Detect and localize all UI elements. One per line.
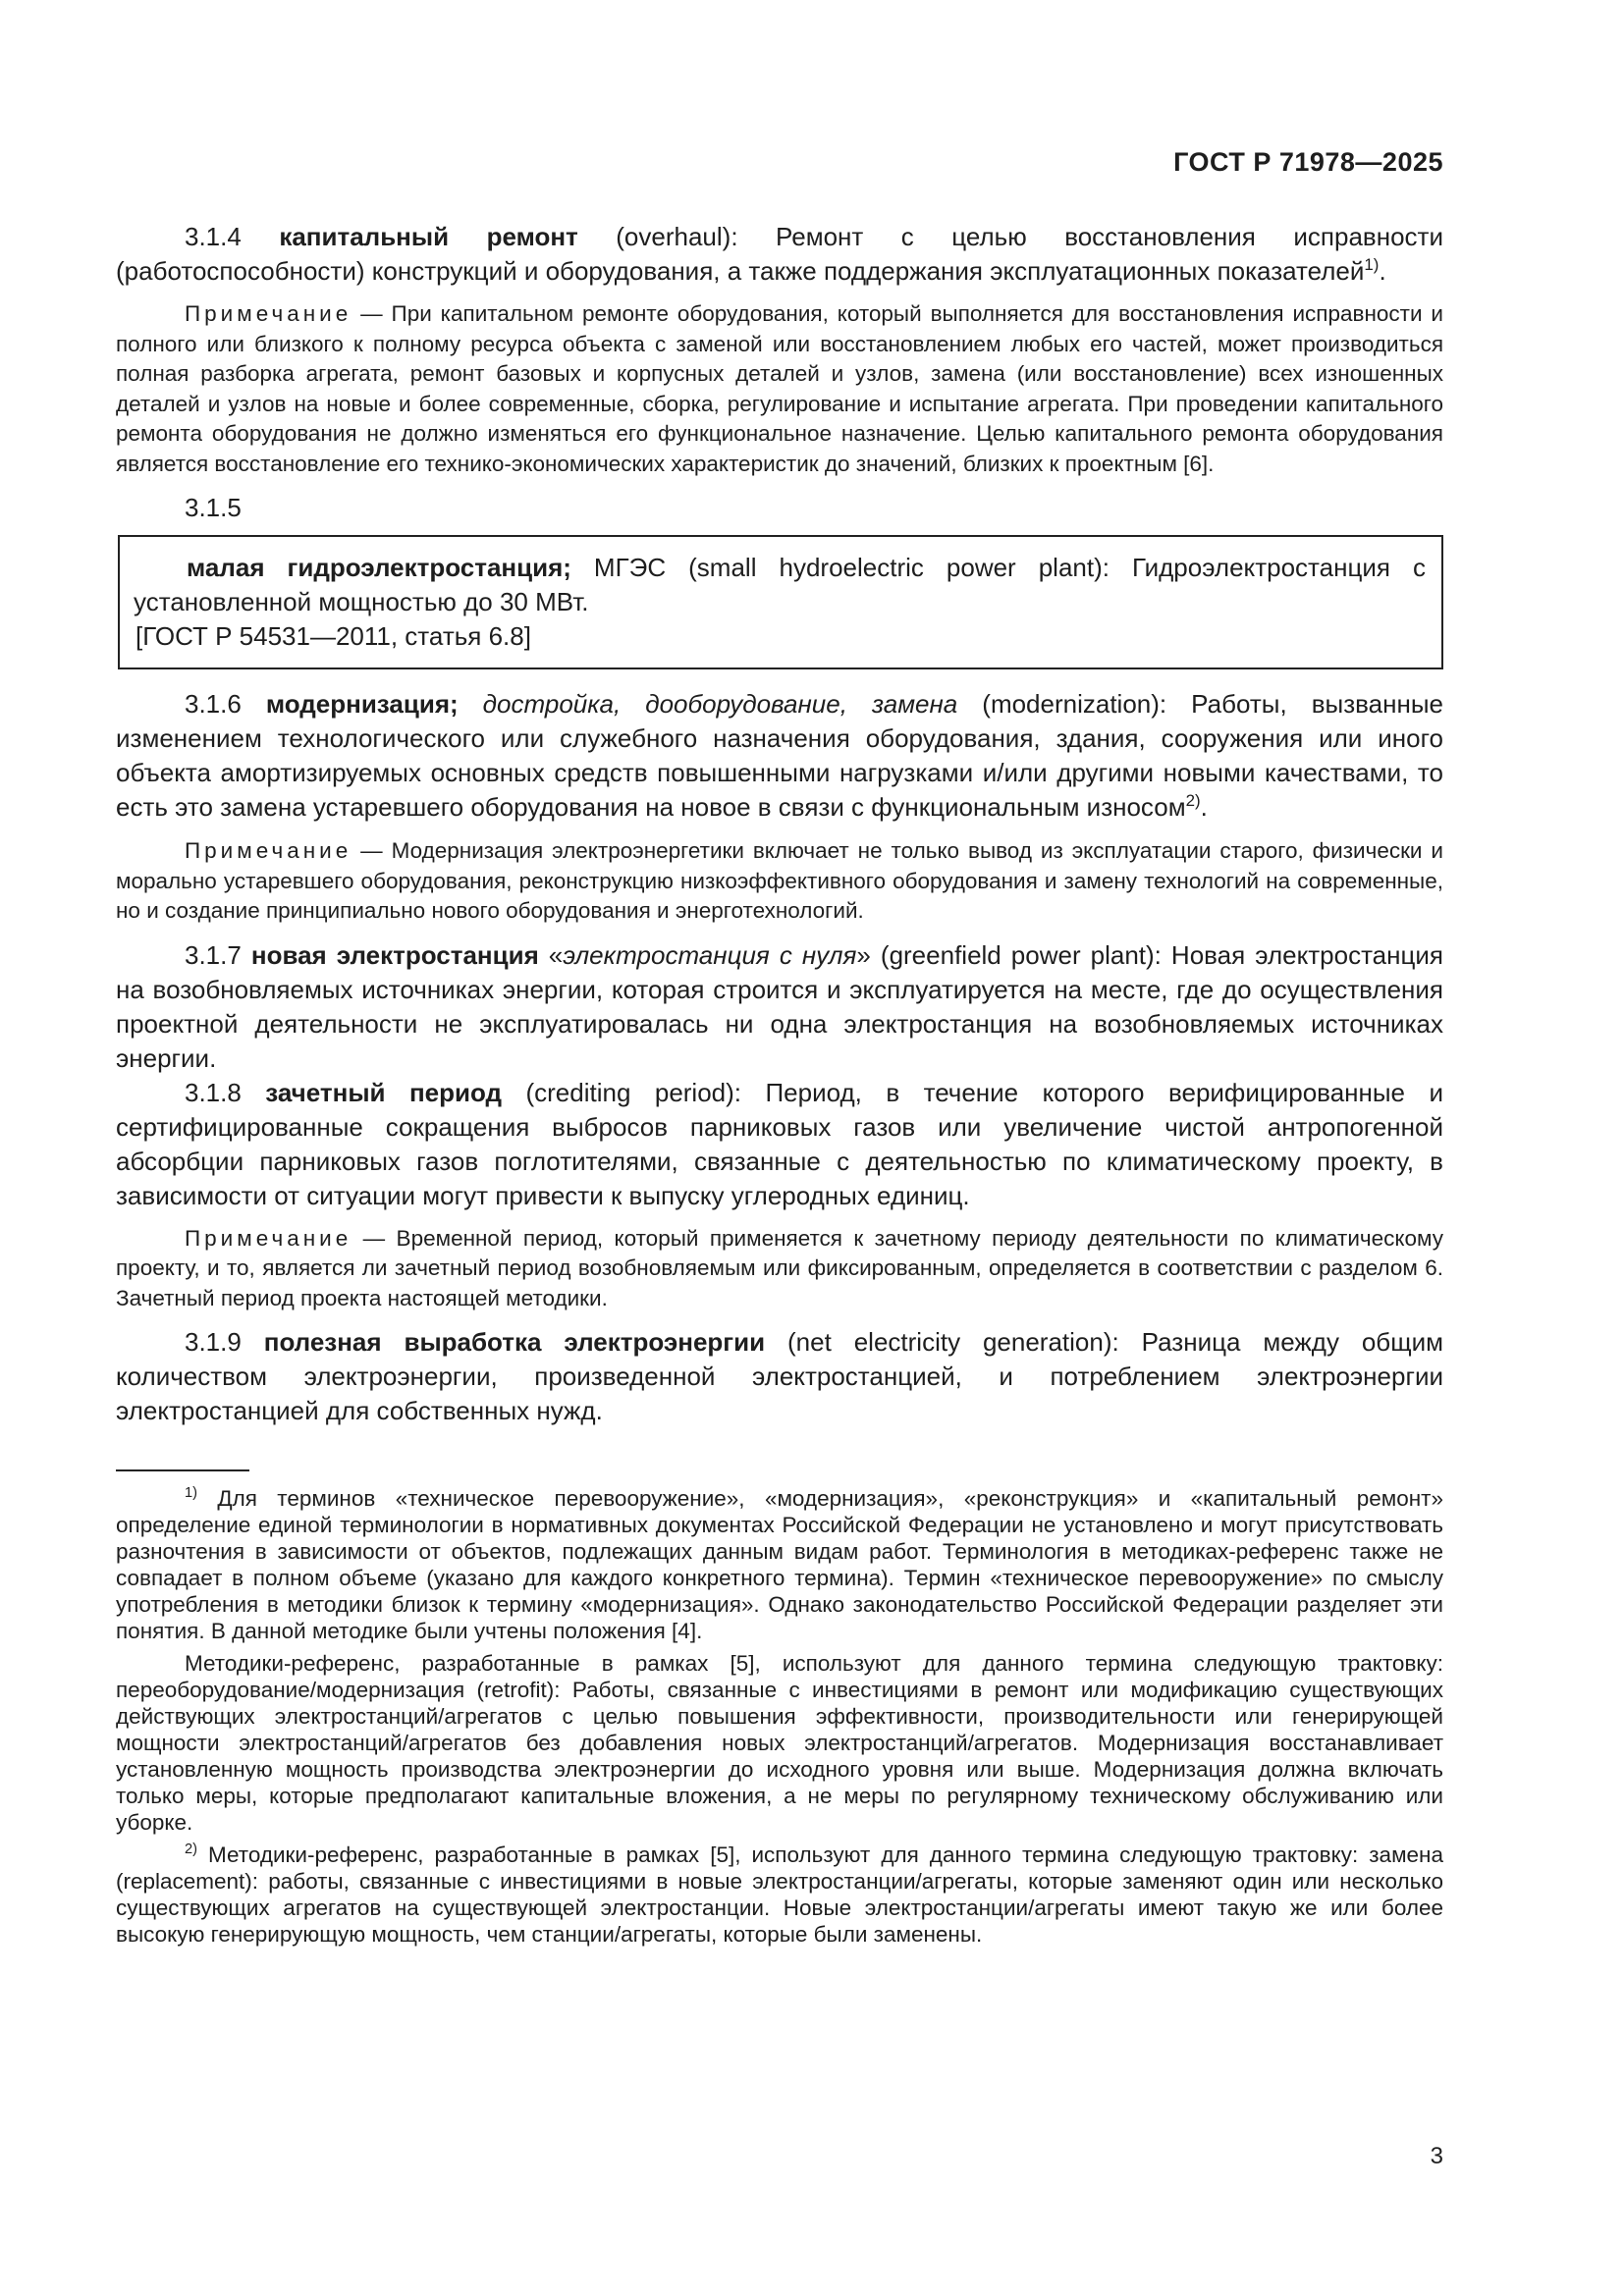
footnote-1 [116, 1485, 1443, 1644]
footnote-1-continued: Методики-референс, разработанные в рамках [5], используют для данного термина следующую трактовку: переоборудование/модернизация (retrofit): Работы, связанные с инвестициями в ремонт или модификацию существующих действующих электростанций/агрегатов с целью повышения эффективности, производительности или генерирующей мощности электростанций/агрегатов без добавления новых электростанций/агрегатов. Модернизация восстанавливает установленную мощность производства электроэнергии до исходного уровня или выше. Модернизация должна включать только меры, которые предполагают капитальные вложения, а не меры по регулярному техническому обслуживанию или уборке. [116, 1651, 1443, 1835]
term-3-1-5 [134, 551, 1426, 619]
document-header: ГОСТ Р 71978—2025 [1173, 147, 1443, 177]
footnote-ref: 1) [1364, 254, 1380, 274]
term-end: . [1379, 256, 1386, 286]
term-number: 3.1.9 [185, 1327, 242, 1357]
term-definition: Работы, вызванные изменением технологического или служебного назначения оборудования, здания, сооружения или иного объекта амортизируемых основных средств повышенными нагрузками и/или другими новыми качествами, то есть это замена устаревшего оборудования на новое в связи с функциональным износом [116, 689, 1443, 822]
term-synonyms: электростанция с нуля [563, 939, 857, 970]
term-definition: Новая электростанция на возобновляемых источниках энергии, которая строится и эксплуатируется на месте, где до осуществления проектной деятельности не эксплуатировалась ни одна электростанция на возобновляемых источниках энергии. [116, 939, 1443, 1073]
term-3-1-5-number: 3.1.5 [185, 493, 242, 522]
term-3-1-6 [116, 687, 1443, 825]
term-english: » (greenfield power plant): [856, 939, 1171, 970]
page-number: 3 [1430, 2143, 1443, 2169]
term-name: полезная выработка электроэнергии [263, 1327, 766, 1357]
term-name: капитальный ремонт [279, 222, 578, 251]
term-definition: Период, в течение которого верифицированные и сертифицированные сокращения выбросов парниковых газов или увеличение чистой антропогенной абсорбции парниковых газов поглотителями, связанные с деятельностью по климатическому проекту, в зависимости от ситуации могут привести к выпуску углеродных единиц. [116, 1077, 1443, 1210]
term-number: 3.1.7 [185, 939, 242, 970]
term-definition: Разница между общим количеством электроэнергии, произведенной электростанцией, и потреблением электроэнергии электростанцией для собственных нужд. [116, 1327, 1443, 1425]
term-number: 3.1.6 [185, 689, 242, 719]
footnote-ref: 2) [1185, 790, 1201, 810]
note-text: — Временной период, который применяется к зачетному периоду деятельности по климатическому проекту, и то, является ли зачетный период возобновляемым или фиксированным, определяется в соответствии с разделом 6. Зачетный период проекта настоящей методики. [116, 1225, 1443, 1310]
document-body [116, 220, 1443, 1948]
note-label: Примечание [185, 301, 352, 326]
term-definition: МГЭС (small hydroelectric power plant): Гидроэлектростанция с установленной мощностью до 30 МВт. [134, 553, 1426, 616]
term-name: новая электростанция [250, 939, 539, 970]
footnote-2 [116, 1842, 1443, 1948]
term-english: (net electricity generation): [765, 1327, 1142, 1357]
term-name: модернизация; [265, 689, 459, 719]
footnote-text: Методики-референс, разработанные в рамках [5], используют для данного термина следующую трактовку: замена (replacement): работы, связанные с инвестициями в новые электростанции/агрегаты, которые заменяют один или несколько существующих агрегатов на существующей электростанции. Новые электростанции/агрегаты имеют такую же или более высокую генерирующую мощность, чем станции/агрегаты, которые были заменены. [116, 1842, 1443, 1947]
term-number: 3.1.8 [185, 1077, 242, 1107]
term-english: (crediting period): [502, 1077, 766, 1107]
quoted-term-box [118, 535, 1443, 669]
term-3-1-4 [116, 220, 1443, 289]
term-3-1-8 [116, 1076, 1443, 1213]
term-synonyms: достройка, дооборудование, замена [482, 689, 958, 719]
term-source: [ГОСТ Р 54531—2011, статья 6.8] [135, 621, 531, 651]
note-3-1-8 [116, 1224, 1443, 1314]
footnote-text: Для терминов «техническое перевооружение», «модернизация», «реконструкция» и «капитальный ремонт» определение единой терминологии в нормативных документах Российской Федерации не установлено и могут присутствовать разночтения в зависимости от объектов, подлежащих данным видам работ. Терминология в методиках-референс также не совпадает в полном объеме (указано для каждого конкретного термина). Термин «техническое перевооружение» по смыслу употребления в методики близок к термину «модернизация». Однако законодательство Российской Федерации разделяет эти понятия. В данной методике были учтены положения [4]. [116, 1486, 1443, 1643]
term-number: 3.1.4 [185, 222, 242, 251]
term-name: малая гидроэлектростанция; [187, 553, 571, 582]
term-end: . [1200, 792, 1208, 822]
note-3-1-4 [116, 299, 1443, 479]
note-3-1-6 [116, 836, 1443, 927]
note-text: — При капитальном ремонте оборудования, который выполняется для восстановления исправности и полного или близкого к полному ресурса объекта с заменой или восстановлением любых его частей, может производиться полная разборка агрегата, ремонт базовых и корпусных деталей и узлов, замена (или восстановление) всех изношенных деталей и узлов на новые и более современные, сборка, регулирование и испытание агрегата. При проведении капитального ремонта оборудования не должно изменяться его функциональное назначение. Целью капитального ремонта оборудования является восстановление его технико-экономических характеристик до значений, близких к проектным [6]. [116, 301, 1443, 476]
term-3-1-9 [116, 1325, 1443, 1428]
footnote-mark: 2) [185, 1842, 197, 1858]
term-3-1-7 [116, 938, 1443, 1076]
note-text: — Модернизация электроэнергетики включает не только вывод из эксплуатации старого, физически и морально устаревшего оборудования, реконструкцию низкоэффективного оборудования и замену технологий на современные, но и создание принципиально нового оборудования и энерготехнологий. [116, 838, 1443, 923]
note-label: Примечание [185, 1225, 352, 1251]
footnote-divider [116, 1469, 249, 1471]
footnote-mark: 1) [185, 1485, 197, 1502]
term-english: (overhaul): [577, 222, 777, 251]
term-name: зачетный период [265, 1077, 503, 1107]
note-label: Примечание [185, 838, 352, 863]
term-definition: Ремонт с целью восстановления исправности (работоспособности) конструкций и оборудования, а также поддержания эксплуатационных показателей [116, 222, 1443, 286]
quote-open: « [538, 939, 564, 970]
term-english: (modernization): [957, 689, 1192, 719]
